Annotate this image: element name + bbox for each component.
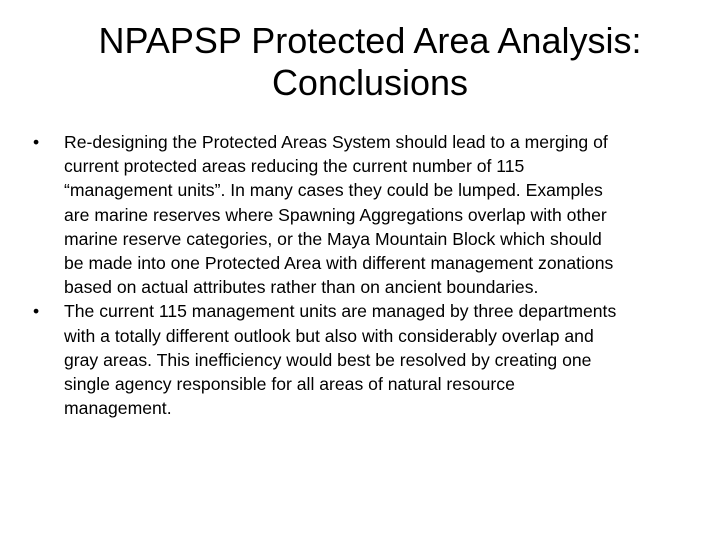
bullet-text-line: based on actual attributes rather than on ancient boundaries. <box>64 277 539 298</box>
bullet-dot-icon: • <box>33 132 40 152</box>
slide-title-line: Conclusions <box>271 62 469 104</box>
bullet-text-line: be made into one Protected Area with different management zonations <box>64 253 614 274</box>
bullet-text-line: single agency responsible for all areas of natural resource <box>64 374 515 395</box>
slide-title <box>40 20 700 105</box>
bullet-text-line: The current 115 management units are managed by three departments <box>64 301 617 322</box>
bullet-text <box>64 299 699 420</box>
bullet-text-line: are marine reserves where Spawning Aggregations overlap with other <box>64 204 607 225</box>
bullet-text-line: Re-designing the Protected Areas System should lead to a merging of <box>64 132 608 152</box>
bullet-item <box>33 130 699 299</box>
bullet-text-line: gray areas. This inefficiency would best be resolved by creating one <box>64 349 592 370</box>
bullet-item <box>33 299 699 420</box>
bullet-text-line: with a totally different outlook but also with considerably overlap and <box>64 325 594 346</box>
bullet-text <box>64 130 699 299</box>
bullet-list <box>33 130 699 420</box>
slide-title-line: NPAPSP Protected Area Analysis: <box>98 20 642 61</box>
bullet-dot-icon: • <box>33 301 40 322</box>
bullet-text-line: current protected areas reducing the current number of 115 <box>64 156 525 177</box>
bullet-text-line: “management units”. In many cases they could be lumped. Examples <box>64 180 603 201</box>
bullet-text-line: marine reserve categories, or the Maya Mountain Block which should <box>64 228 602 249</box>
bullet-text-line: management. <box>64 398 172 419</box>
